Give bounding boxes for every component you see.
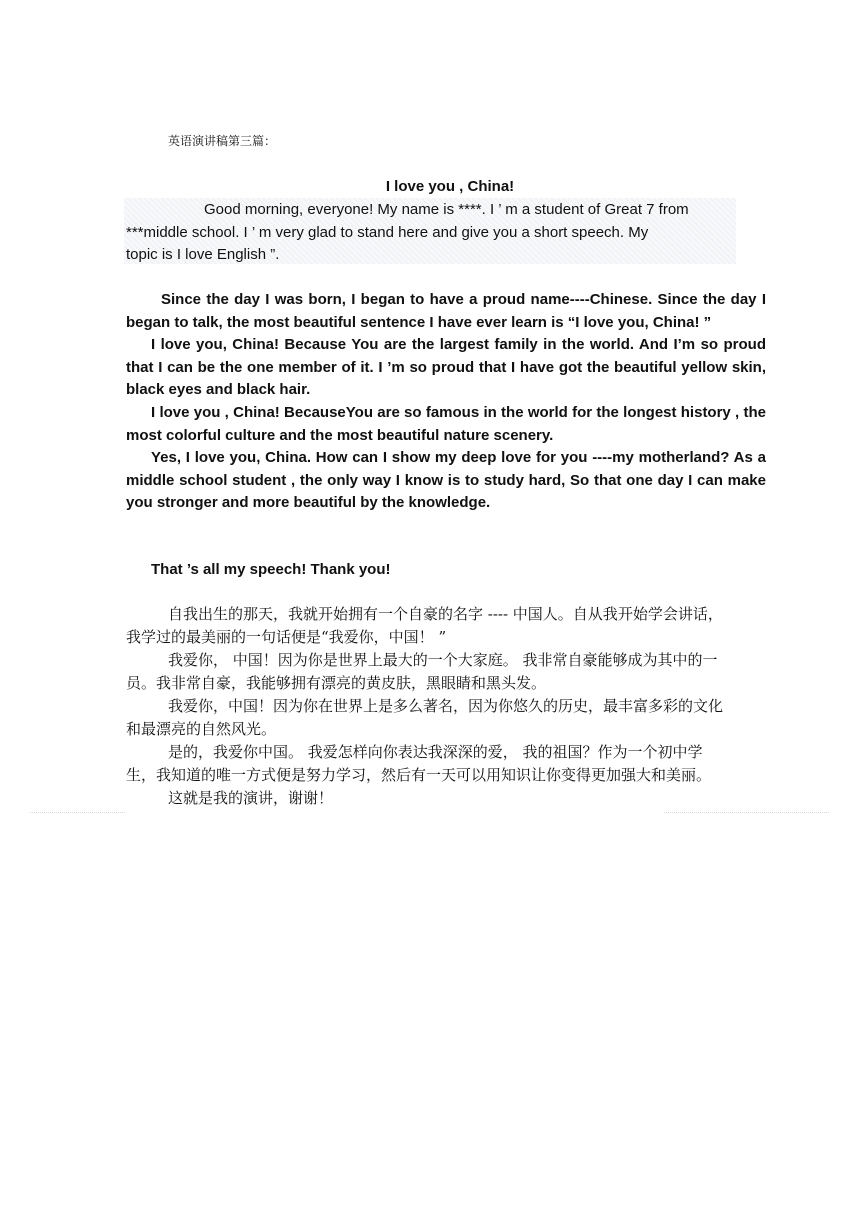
chinese-paragraph: 我爱你， 中国！因为你是世界上最大的一个大家庭。 我非常自豪能够成为其中的一员。我非常自豪，我能够拥有漂亮的黄皮肤，黑眼睛和黑头发。: [126, 651, 718, 692]
english-paragraph: Since the day I was born, I began to have a proud name----Chinese. Since the day I began to talk, the most beautiful sentence I have ever learn is “I love you, China! ”: [126, 291, 766, 331]
speech-title: I love you , China!: [385, 178, 515, 195]
section-heading: 英语演讲稿第三篇：: [168, 134, 277, 148]
intro-block: [126, 199, 766, 267]
intro-line: topic is I love English ”.: [126, 246, 280, 263]
chinese-paragraph: 这就是我的演讲，谢谢！: [168, 789, 334, 807]
english-paragraph: I love you, China! Because You are the largest family in the world. And I’m so proud that I can be the one member of it. I ’m so proud that I have got the beautiful yellow skin, black eyes and black hair.: [126, 336, 766, 399]
dotted-divider: [30, 812, 125, 813]
chinese-paragraph: 是的，我爱你中国。 我爱怎样向你表达我深深的爱， 我的祖国？作为一个初中学生，我知道的唯一方式便是努力学习，然后有一天可以用知识让你变得更加强大和美丽。: [126, 743, 712, 784]
english-paragraph: Yes, I love you, China. How can I show my deep love for you ----my motherland? As a middle school student , the only way I know is to study hard, So that one day I can make you stronger and more beautiful by the knowledge.: [126, 449, 766, 512]
english-paragraph: I love you , China! BecauseYou are so famous in the world for the longest history , the most colorful culture and the most beautiful nature scenery.: [126, 403, 766, 444]
chinese-body: [126, 603, 726, 810]
intro-line: Good morning, everyone! My name is ****. I ’ m a student of Great 7 from: [204, 201, 689, 218]
dotted-divider: [664, 812, 829, 813]
english-body: [126, 289, 766, 515]
intro-line: ***middle school. I ’ m very glad to stand here and give you a short speech. My: [126, 223, 649, 241]
closing-line: That ’s all my speech! Thank you!: [151, 561, 391, 578]
chinese-paragraph: 我爱你，中国！因为你在世界上是多么著名，因为你悠久的历史，最丰富多彩的文化和最漂亮的自然风光。: [126, 697, 724, 738]
chinese-paragraph: 自我出生的那天，我就开始拥有一个自豪的名字 ---- 中国人。自从我开始学会讲话，我学过的最美丽的一句话便是“我爱你，中国！ ”: [126, 605, 723, 646]
